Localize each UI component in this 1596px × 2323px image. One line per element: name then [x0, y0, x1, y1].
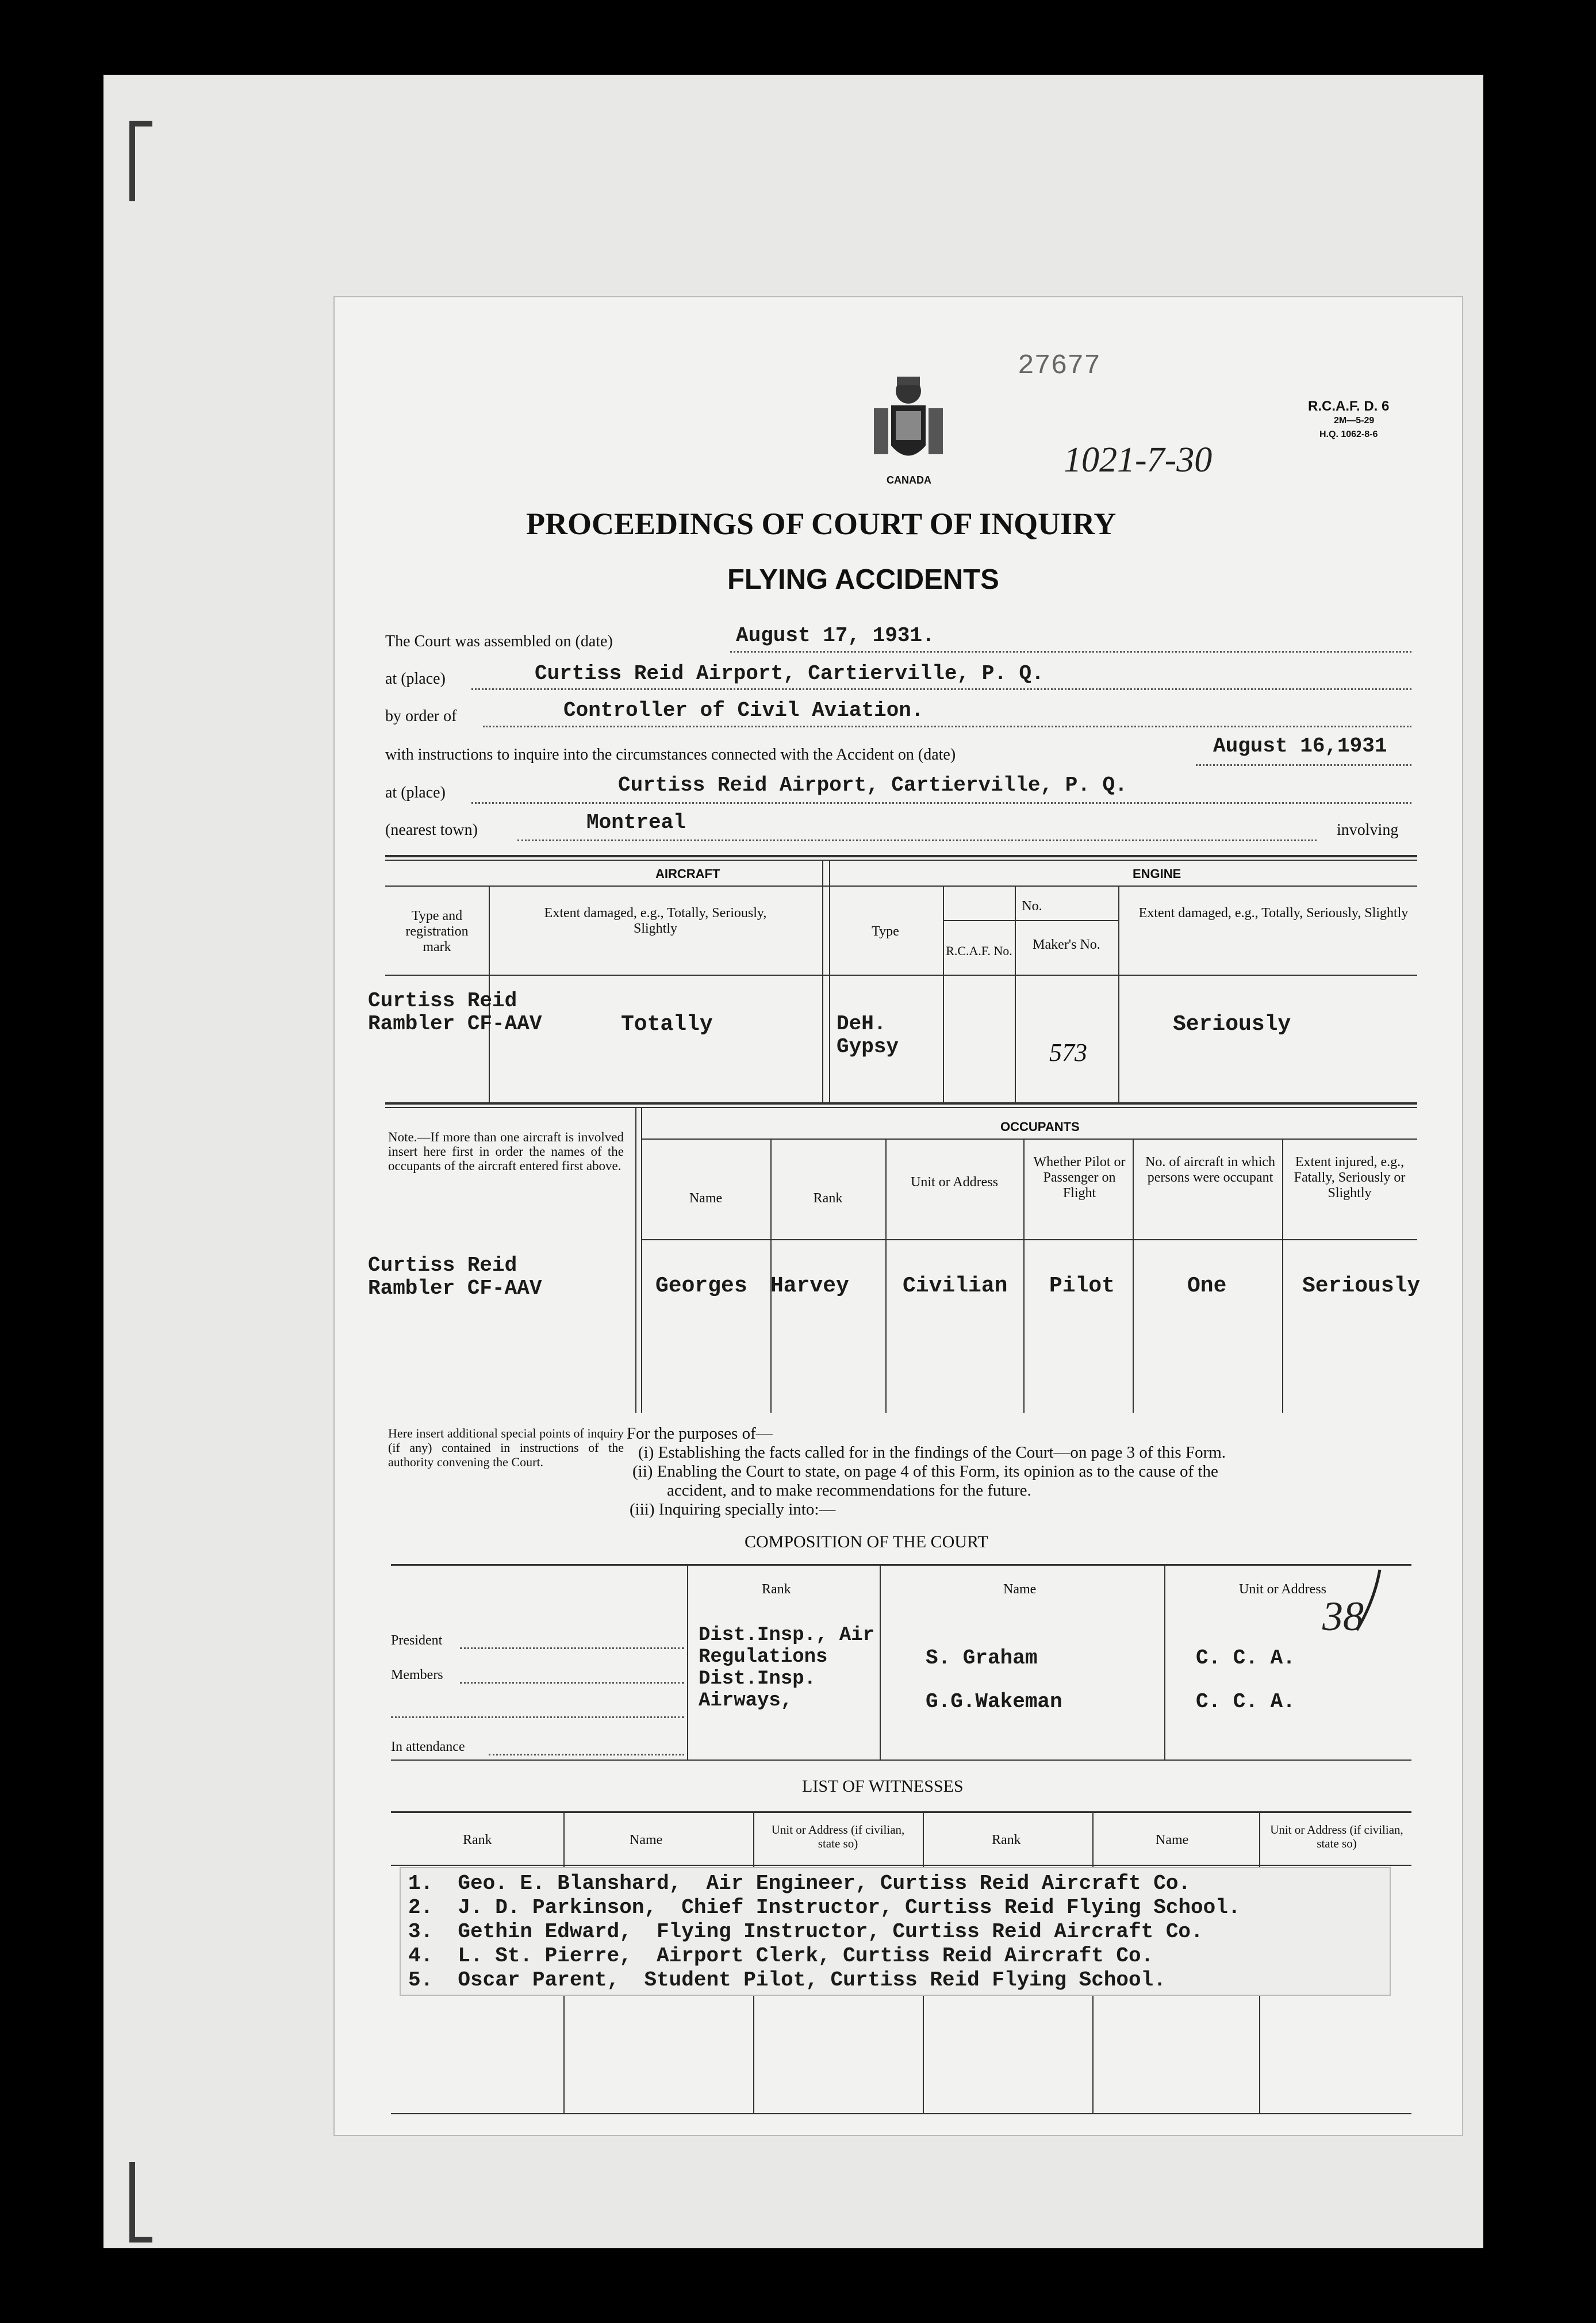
aircraft-extent-value: Totally — [621, 1012, 713, 1037]
nearest-town-label: (nearest town) — [385, 821, 478, 839]
witness-entry-5: 5. Oscar Parent, Student Pilot, Curtiss Reid Flying School. — [408, 1968, 1166, 1992]
col-type-registration: Type and registration mark — [405, 908, 469, 954]
witness-entry-3: 3. Gethin Edward, Flying Instructor, Curtiss Reid Aircraft Co. — [408, 1920, 1203, 1943]
assembled-label: The Court was assembled on (date) — [385, 632, 613, 650]
order-value: Controller of Civil Aviation. — [563, 699, 924, 722]
canada-label: CANADA — [887, 474, 931, 486]
nearest-town-value: Montreal — [586, 811, 686, 834]
involving-label: involving — [1337, 821, 1399, 839]
occ-col-rank: Rank — [813, 1191, 843, 1206]
occ-col-name: Name — [689, 1191, 723, 1206]
comp-row2-name: G.G.Wakeman — [926, 1690, 1062, 1713]
assembled-date-value: August 17, 1931. — [736, 624, 935, 647]
wit-col-unit-2: Unit or Address (if civilian, state so) — [1270, 1823, 1403, 1850]
place-value: Curtiss Reid Airport, Cartierville, P. Q. — [535, 662, 1044, 685]
aircraft-type-line1: Curtiss Reid — [368, 989, 517, 1013]
engine-makers-no-value: 573 — [1049, 1038, 1087, 1067]
occ-col-no-aircraft: No. of aircraft in which persons were occupant — [1145, 1155, 1275, 1185]
order-label: by order of — [385, 707, 457, 725]
col-makers-no: Maker's No. — [1033, 937, 1100, 952]
wit-col-name-1: Name — [630, 1833, 663, 1847]
occ-no-aircraft-value: One — [1187, 1274, 1227, 1298]
comp-row2-rank-line1: Dist.Insp. — [699, 1668, 816, 1690]
handwritten-slash-mark-icon — [1351, 1567, 1386, 1636]
aircraft-heading: AIRCRAFT — [655, 867, 720, 881]
place-label: at (place) — [385, 670, 446, 688]
occ-unit-value: Civilian — [903, 1274, 1008, 1298]
comp-row1-name: S. Graham — [926, 1646, 1038, 1670]
occupants-note: Note.—If more than one aircraft is involved insert here first in order the names of the occupants of the aircraft entered first above. — [388, 1130, 624, 1173]
wit-col-rank-2: Rank — [992, 1833, 1021, 1847]
form-code-1: R.C.A.F. D. 6 — [1308, 398, 1390, 414]
comp-col-unit: Unit or Address — [1239, 1582, 1326, 1597]
occ-col-extent: Extent injured, e.g., Fatally, Seriously or Slightly — [1294, 1155, 1406, 1201]
comp-row2-unit: C. C. A. — [1196, 1690, 1295, 1713]
occ-col-unit: Unit or Address — [911, 1175, 998, 1190]
form-subtitle: FLYING ACCIDENTS — [727, 564, 999, 595]
engine-extent-value: Seriously — [1173, 1012, 1291, 1037]
occ-rank-value: Harvey — [770, 1274, 849, 1298]
comp-col-name: Name — [1003, 1582, 1037, 1597]
handwritten-number: 38 — [1322, 1593, 1364, 1639]
place2-value: Curtiss Reid Airport, Cartierville, P. Q. — [618, 773, 1127, 797]
wit-col-rank-1: Rank — [463, 1833, 492, 1847]
engine-type-line2: Gypsy — [837, 1035, 899, 1059]
witness-entry-4: 4. L. St. Pierre, Airport Clerk, Curtiss Reid Aircraft Co. — [408, 1944, 1154, 1968]
instructions-label: with instructions to inquire into the circumstances connected with the Accident on (date) — [385, 746, 956, 764]
aircraft-type-line2: Rambler CF-AAV — [368, 1012, 542, 1036]
president-label: President — [391, 1633, 443, 1648]
occ-col-pilot: Whether Pilot or Passenger on Flight — [1033, 1155, 1126, 1201]
purpose-item-2-cont: accident, and to make recommendations for the future. — [667, 1481, 1031, 1500]
attendance-label: In attendance — [391, 1739, 465, 1754]
comp-row1-unit: C. C. A. — [1196, 1646, 1295, 1670]
accident-date-value: August 16,1931 — [1213, 734, 1387, 758]
col-rcaf-no: R.C.A.F. No. — [946, 944, 1012, 958]
canada-coat-of-arms-icon — [868, 374, 949, 471]
form-code-2: 2M—5-29 — [1334, 416, 1375, 425]
witness-entry-1: 1. Geo. E. Blanshard, Air Engineer, Curtiss Reid Aircraft Co. — [408, 1872, 1191, 1895]
purpose-item-3: (iii) Inquiring specially into:— — [630, 1500, 836, 1519]
crop-mark-bottom-left — [129, 2162, 152, 2242]
place2-label: at (place) — [385, 784, 446, 802]
file-reference-handwritten: 1021-7-30 — [1064, 440, 1213, 480]
col-engine-extent: Extent damaged, e.g., Totally, Seriously, Slightly — [1138, 906, 1409, 921]
occ-aircraft-line2: Rambler CF-AAV — [368, 1276, 542, 1300]
wit-col-name-2: Name — [1156, 1833, 1189, 1847]
col-aircraft-extent: Extent damaged, e.g., Totally, Seriously, Slightly — [544, 906, 767, 936]
comp-row1-rank-line2: Regulations — [699, 1646, 828, 1668]
occ-aircraft-line1: Curtiss Reid — [368, 1254, 517, 1277]
purposes-intro: For the purposes of— — [627, 1424, 773, 1443]
inquiry-form-page — [333, 296, 1463, 2136]
file-number-stamp: 27677 — [1018, 351, 1101, 382]
occ-role-value: Pilot — [1049, 1274, 1115, 1298]
purpose-item-1: (i) Establishing the facts called for in the findings of the Court—on page 3 of this Form. — [638, 1443, 1226, 1462]
comp-row1-rank-line1: Dist.Insp., Air — [699, 1624, 875, 1646]
purpose-item-2: (ii) Enabling the Court to state, on page 4 of this Form, its opinion as to the cause of the — [632, 1462, 1218, 1481]
form-code-3: H.Q. 1062-8-6 — [1319, 430, 1378, 439]
occupants-heading: OCCUPANTS — [1000, 1120, 1080, 1134]
special-points-note: Here insert additional special points of inquiry (if any) contained in instructions of the authority convening the Court. — [388, 1426, 624, 1469]
crop-mark-top-left — [129, 121, 152, 201]
witness-entry-2: 2. J. D. Parkinson, Chief Instructor, Curtiss Reid Flying School. — [408, 1896, 1241, 1919]
occ-name-value: Georges — [655, 1274, 747, 1298]
form-title: PROCEEDINGS OF COURT OF INQUIRY — [526, 507, 1117, 541]
engine-heading: ENGINE — [1133, 867, 1181, 881]
col-engine-no: No. — [1022, 899, 1042, 914]
occ-extent-value: Seriously — [1302, 1274, 1421, 1298]
engine-type-line1: DeH. — [837, 1012, 887, 1036]
col-engine-type: Type — [872, 924, 899, 939]
wit-col-unit-1: Unit or Address (if civilian, state so) — [771, 1823, 905, 1850]
composition-heading: COMPOSITION OF THE COURT — [745, 1532, 988, 1551]
witnesses-heading: LIST OF WITNESSES — [802, 1777, 964, 1796]
comp-row2-rank-line2: Airways, — [699, 1690, 793, 1712]
members-label: Members — [391, 1667, 443, 1682]
comp-col-rank: Rank — [762, 1582, 791, 1597]
